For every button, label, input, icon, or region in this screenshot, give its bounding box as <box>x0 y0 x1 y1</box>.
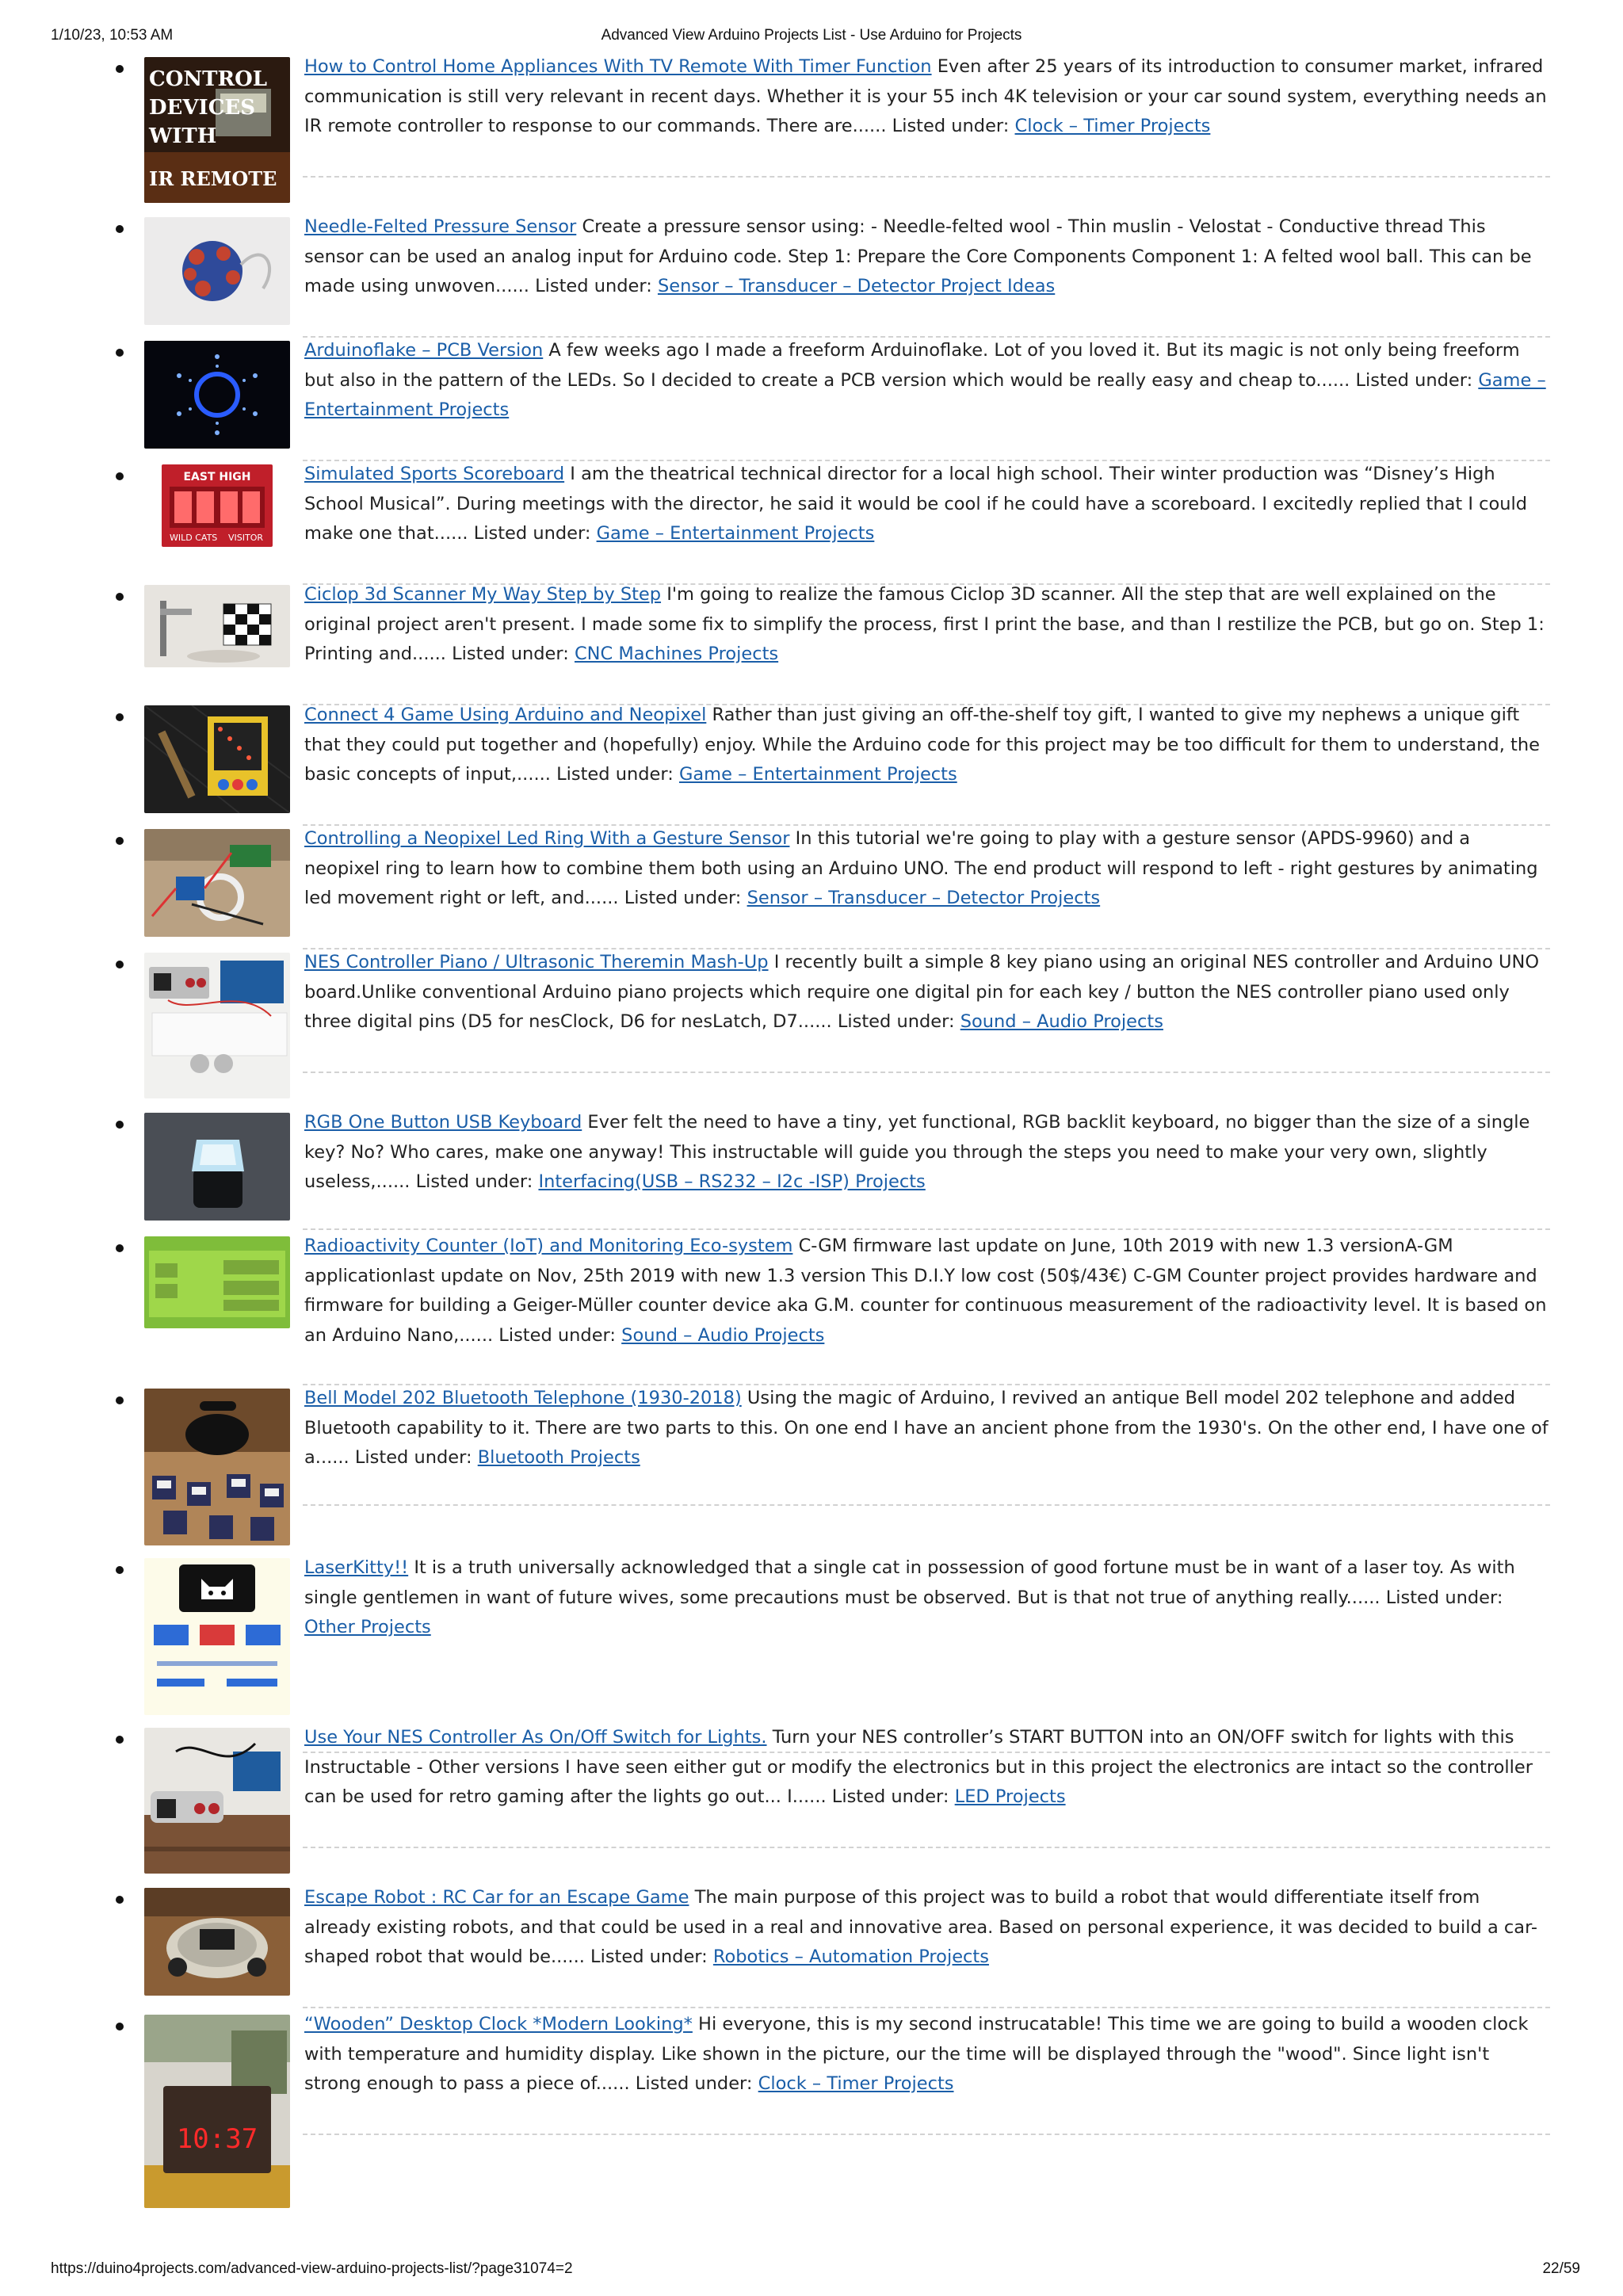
page-number: 22/59 <box>1542 2260 1580 2277</box>
project-title-link[interactable]: NES Controller Piano / Ultrasonic Theremin Mash-Up <box>304 952 769 972</box>
bullet <box>116 593 124 601</box>
project-category-link[interactable]: Sound – Audio Projects <box>621 1324 825 1346</box>
project-thumbnail[interactable] <box>144 1558 290 1715</box>
listed-under-label: Listed under: <box>1385 1587 1503 1608</box>
project-title-link[interactable]: Ciclop 3d Scanner My Way Step by Step <box>304 584 662 605</box>
item-separator <box>303 2007 1550 2008</box>
project-title-link[interactable]: RGB One Button USB Keyboard <box>304 1112 582 1133</box>
project-category-link[interactable]: Game – Entertainment Projects <box>596 523 875 544</box>
project-category-link[interactable]: Interfacing(USB – RS232 – I2c -ISP) Projects <box>538 1171 926 1192</box>
listed-under-label: Listed under: <box>635 2073 753 2094</box>
project-description: C-GM firmware last update on June, 10th 2019 with new 1.3 versionA-GM applicationlast update on Nov, 25th 2019 with new 1.3 version This D.I.Y low cost (50$/43€) C-GM Counter project provides hardware and firmware for building a Geiger-Müller counter device aka G.M. counter for continuous measurement of the radioactivity level. It is based on an Arduino Nano,...... <box>304 1236 1547 1346</box>
item-body <box>304 212 1550 302</box>
project-description: A few weeks ago I made a freeform Arduinoflake. Lot of you loved it. But its magic is not only being freeform but also in the pattern of the LEDs. So I decided to create a PCB version which would be really easy and cheap to...... <box>304 340 1520 391</box>
bullet <box>116 225 124 233</box>
listed-under-label: Listed under: <box>354 1447 472 1468</box>
project-thumbnail[interactable] <box>144 829 290 937</box>
project-title-link[interactable]: Simulated Sports Scoreboard <box>304 464 565 484</box>
item-body <box>304 336 1550 426</box>
project-title-link[interactable]: Radioactivity Counter (IoT) and Monitoring Eco-system <box>304 1236 793 1256</box>
listed-under-label: Listed under: <box>892 116 1010 136</box>
listed-under-label: Listed under: <box>1355 369 1473 391</box>
bullet <box>116 472 124 480</box>
item-body <box>304 1883 1550 1973</box>
project-category-link[interactable]: Sensor – Transducer – Detector Projects <box>747 888 1101 908</box>
item-body <box>304 701 1550 790</box>
project-thumbnail[interactable] <box>144 1728 290 1874</box>
project-thumbnail[interactable] <box>144 2015 290 2208</box>
item-body <box>304 1723 1550 1813</box>
item-body <box>304 52 1550 142</box>
listed-under-label: Listed under: <box>837 1011 955 1032</box>
thumb-text: DEVICES <box>149 96 255 120</box>
project-category-link[interactable]: Game – Entertainment Projects <box>678 764 957 785</box>
print-page-title: Advanced View Arduino Projects List - Use Arduino for Projects <box>601 27 1022 44</box>
project-thumbnail[interactable] <box>144 953 290 1098</box>
project-description: Hi everyone, this is my second instrucatable! This time we are going to build a wooden clock with temperature and humidity display. Like shown in the picture, our the time will be displayed through the "wood". Since light isn't strong enough to pass a piece of...... <box>304 2014 1529 2094</box>
print-datetime: 1/10/23, 10:53 AM <box>51 27 174 44</box>
project-category-link[interactable]: Clock – Timer Projects <box>758 2073 954 2094</box>
project-category-link[interactable]: Clock – Timer Projects <box>1014 116 1211 136</box>
bullet <box>116 65 124 73</box>
project-title-link[interactable]: Connect 4 Game Using Arduino and Neopixel <box>304 705 707 725</box>
item-body <box>304 2010 1550 2099</box>
project-description: I'm going to realize the famous Ciclop 3D scanner. All the step that are well explained on the original project aren't present. I made some fix to simplify the process, first I print the base, and than I restilize the PCB, but go on. Step 1: Printing and...... <box>304 584 1545 664</box>
bullet <box>116 349 124 357</box>
project-description: Turn your NES controller’s START BUTTON into an ON/OFF switch for lights with this Instructable - Other versions I have seen either gut or modify the electronics but in this project the electronics are intact so the controller can be used for retro gaming after the lights go out... I...... <box>304 1727 1533 1807</box>
project-thumbnail[interactable] <box>144 585 290 667</box>
project-title-link[interactable]: Bell Model 202 Bluetooth Telephone (1930-2018) <box>304 1388 742 1408</box>
listed-under-label: Listed under: <box>415 1171 533 1192</box>
print-url: https://duino4projects.com/advanced-view-arduino-projects-list/?page31074=2 <box>51 2260 573 2277</box>
project-description: I am the theatrical technical director for a local high school. Their winter production was “Disney’s High School Musical”. During meetings with the director, he said it would be cool if he could have a scoreboard. I excitedly replied that I could make one that...... <box>304 464 1528 544</box>
bullet <box>116 1121 124 1129</box>
project-thumbnail[interactable] <box>144 1389 290 1545</box>
project-description: The main purpose of this project was to build a robot that would differentiate itself from already existing robots, and that could be used in a real and innovative area. Based on personal experience, it was decided to build a car-shaped robot that would be...... <box>304 1887 1537 1967</box>
project-description: Create a pressure sensor using: - Needle-felted wool - Thin muslin - Velostat - Conductive thread This sensor can be used an analog input for Arduino code. Step 1: Prepare the Core Components Component 1: A felted wool ball. This can be made using unwoven...... <box>304 216 1532 296</box>
project-thumbnail[interactable] <box>144 705 290 813</box>
project-thumbnail[interactable] <box>144 57 290 203</box>
project-thumbnail[interactable] <box>144 1236 290 1328</box>
project-thumbnail[interactable] <box>144 217 290 325</box>
project-title-link[interactable]: LaserKitty!! <box>304 1557 409 1578</box>
project-description: It is a truth universally acknowledged that a single cat in possession of good fortune must be in want of a laser toy. As with single gentlemen in want of future wives, some precautions must be observed. But is that not true of anything really...... <box>304 1557 1515 1608</box>
bullet <box>116 1736 124 1744</box>
item-body <box>304 824 1550 914</box>
item-body <box>304 1232 1550 1350</box>
item-separator <box>303 176 1550 178</box>
thumb-text: 10:37 <box>176 2123 258 2155</box>
item-separator <box>303 1072 1550 1073</box>
project-description: Even after 25 years of its introduction to consumer market, infrared communication is still very relevant in recent days. Whether it is your 55 inch 4K television or your car sound system, everything needs an IR remote controller to response to our commands. There are...... <box>304 56 1547 136</box>
project-description: Rather than just giving an off-the-shelf toy gift, I wanted to give my nephews a unique gift that they could put together and (hopefully) enjoy. While the Arduino code for this project may be too difficult for them to understand, the basic concepts of input,...... <box>304 705 1540 785</box>
project-title-link[interactable]: Use Your NES Controller As On/Off Switch for Lights. <box>304 1727 767 1748</box>
bullet <box>116 1244 124 1252</box>
thumb-text: VISITOR <box>228 533 264 543</box>
project-title-link[interactable]: “Wooden” Desktop Clock *Modern Looking* <box>304 2014 693 2034</box>
item-body <box>304 580 1550 670</box>
project-category-link[interactable]: Sensor – Transducer – Detector Project Ideas <box>657 276 1056 296</box>
thumb-text: CONTROL <box>149 67 267 91</box>
project-category-link[interactable]: Robotics – Automation Projects <box>712 1946 989 1967</box>
project-title-link[interactable]: Arduinoflake – PCB Version <box>304 340 544 361</box>
project-description: Using the magic of Arduino, I revived an antique Bell model 202 telephone and added Bluetooth capability to it. There are two parts to this. On one end I have an ancient phone from the 1930's. On the other end, I have one of a...... <box>304 1388 1549 1468</box>
listed-under-label: Listed under: <box>498 1324 616 1346</box>
project-description: I recently built a simple 8 key piano using an original NES controller and Arduino UNO board.Unlike conventional Arduino piano projects which require one digital pin for each key / button the NES controller piano used only three digital pins (D5 for nesClock, D6 for nesLatch, D7...... <box>304 952 1540 1032</box>
listed-under-label: Listed under: <box>473 523 591 544</box>
listed-under-label: Listed under: <box>535 276 652 296</box>
project-description: In this tutorial we're going to play with a gesture sensor (APDS-9960) and a neopixel ring to learn how to combine them both using an Arduino UNO. The end product will respond to left - right gestures by animating led movement right or left, and...... <box>304 828 1538 908</box>
item-body <box>304 1384 1550 1473</box>
bullet <box>116 713 124 721</box>
item-separator <box>303 1847 1550 1848</box>
project-thumbnail[interactable] <box>162 464 273 547</box>
item-body <box>304 1108 1550 1198</box>
item-body <box>304 1553 1550 1643</box>
item-body <box>304 948 1550 1037</box>
project-thumbnail[interactable] <box>144 1113 290 1221</box>
item-separator <box>303 1228 1550 1230</box>
project-category-link[interactable]: Game – Entertainment Projects <box>304 369 1546 420</box>
listed-under-label: Listed under: <box>556 764 674 785</box>
bullet <box>116 961 124 968</box>
thumb-text: EAST HIGH <box>183 471 251 483</box>
project-category-link[interactable]: Bluetooth Projects <box>477 1447 640 1468</box>
listed-under-label: Listed under: <box>831 1786 949 1807</box>
project-category-link[interactable]: Sound – Audio Projects <box>960 1011 1163 1032</box>
bullet <box>116 2023 124 2030</box>
bullet <box>116 1896 124 1904</box>
bullet <box>116 1566 124 1574</box>
project-title-link[interactable]: Escape Robot : RC Car for an Escape Game <box>304 1887 689 1908</box>
bullet <box>116 1396 124 1404</box>
project-thumbnail[interactable] <box>144 341 290 449</box>
thumb-text: IR REMOTE <box>149 167 277 190</box>
project-category-link[interactable]: CNC Machines Projects <box>574 644 779 664</box>
project-title-link[interactable]: Needle-Felted Pressure Sensor <box>304 216 577 237</box>
project-title-link[interactable]: How to Control Home Appliances With TV Remote With Timer Function <box>304 56 932 77</box>
project-title-link[interactable]: Controlling a Neopixel Led Ring With a Gesture Sensor <box>304 828 790 849</box>
item-separator <box>303 1504 1550 1506</box>
listed-under-label: Listed under: <box>590 1946 708 1967</box>
item-separator <box>303 2134 1550 2135</box>
bullet <box>116 837 124 845</box>
thumb-text: WILD CATS <box>170 533 218 543</box>
project-thumbnail[interactable] <box>144 1888 290 1996</box>
project-category-link[interactable]: Other Projects <box>304 1617 431 1637</box>
listed-under-label: Listed under: <box>624 888 742 908</box>
item-body <box>304 460 1550 549</box>
project-category-link[interactable]: LED Projects <box>954 1786 1066 1807</box>
thumb-text: WITH <box>149 124 217 148</box>
listed-under-label: Listed under: <box>452 644 569 664</box>
project-description: Ever felt the need to have a tiny, yet functional, RGB backlit keyboard, no bigger than the size of a single key? No? Who cares, make one anyway! This instructable will guide you through the steps you need to make your very own, slightly useless,...... <box>304 1112 1530 1192</box>
